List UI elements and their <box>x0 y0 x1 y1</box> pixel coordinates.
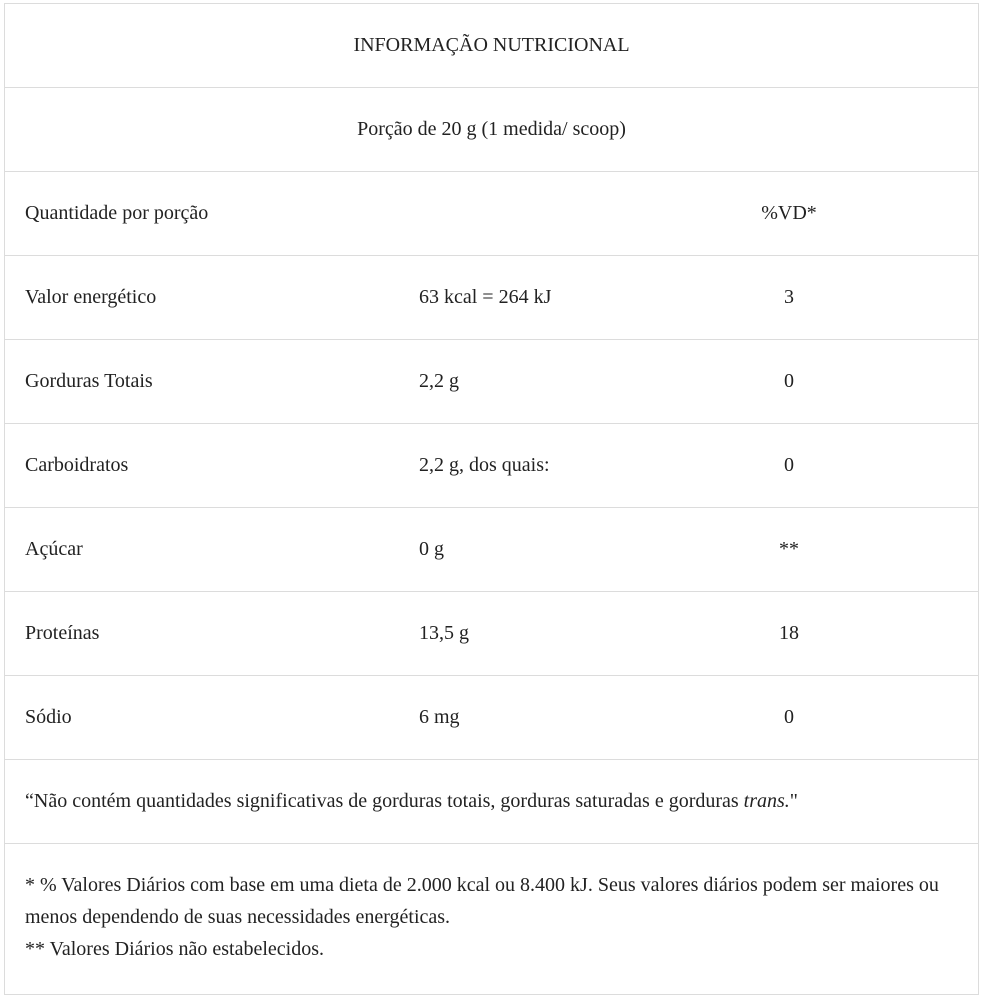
nutrient-name: Açúcar <box>25 538 83 560</box>
table-row <box>5 424 978 508</box>
table-row <box>5 592 978 676</box>
nutrition-table <box>4 3 979 995</box>
nutrient-amount: 13,5 g <box>419 622 469 644</box>
nutrient-name: Proteínas <box>25 622 100 644</box>
nutrient-name: Carboidratos <box>25 454 129 476</box>
column-header-row <box>5 172 978 256</box>
footer-row <box>5 844 978 994</box>
footer-not-established-note: ** Valores Diários não estabelecidos. <box>25 938 324 960</box>
nutrient-name: Gorduras Totais <box>25 370 153 392</box>
vd-header: %VD* <box>761 202 817 224</box>
note-text: “Não contém quantidades significativas de gorduras totais, gorduras saturadas e gorduras <box>25 790 744 812</box>
nutrient-vd: 0 <box>784 454 794 476</box>
nutrient-vd: 3 <box>784 286 794 308</box>
nutrient-vd: ** <box>779 538 799 560</box>
nutrient-amount: 6 mg <box>419 706 460 728</box>
table-row <box>5 676 978 760</box>
nutrient-amount: 63 kcal = 264 kJ <box>419 286 552 308</box>
portion-text: Porção de 20 g (1 medida/ scoop) <box>357 118 626 140</box>
note-italic-text: trans. <box>743 790 790 812</box>
nutrient-vd: 18 <box>779 622 799 644</box>
note-closing-quote: " <box>789 790 798 812</box>
footer-notes <box>5 844 978 965</box>
table-row <box>5 340 978 424</box>
nutrient-name: Sódio <box>25 706 72 728</box>
table-title: INFORMAÇÃO NUTRICIONAL <box>353 34 630 56</box>
nutrient-amount: 2,2 g <box>419 370 459 392</box>
table-title-row <box>5 4 978 88</box>
nutrient-amount: 0 g <box>419 538 444 560</box>
table-row <box>5 256 978 340</box>
trans-fat-note-row <box>5 760 978 844</box>
table-row <box>5 508 978 592</box>
nutrient-name: Valor energético <box>25 286 157 308</box>
nutrient-vd: 0 <box>784 706 794 728</box>
quantity-header: Quantidade por porção <box>25 202 209 224</box>
trans-fat-note <box>5 790 798 813</box>
nutrient-amount: 2,2 g, dos quais: <box>419 454 550 476</box>
footer-daily-values-note: * % Valores Diários com base em uma dieta de 2.000 kcal ou 8.400 kJ. Seus valores diários podem ser maiores ou menos dependendo de suas necessidades energéticas. <box>25 874 939 928</box>
portion-row <box>5 88 978 172</box>
nutrient-vd: 0 <box>784 370 794 392</box>
